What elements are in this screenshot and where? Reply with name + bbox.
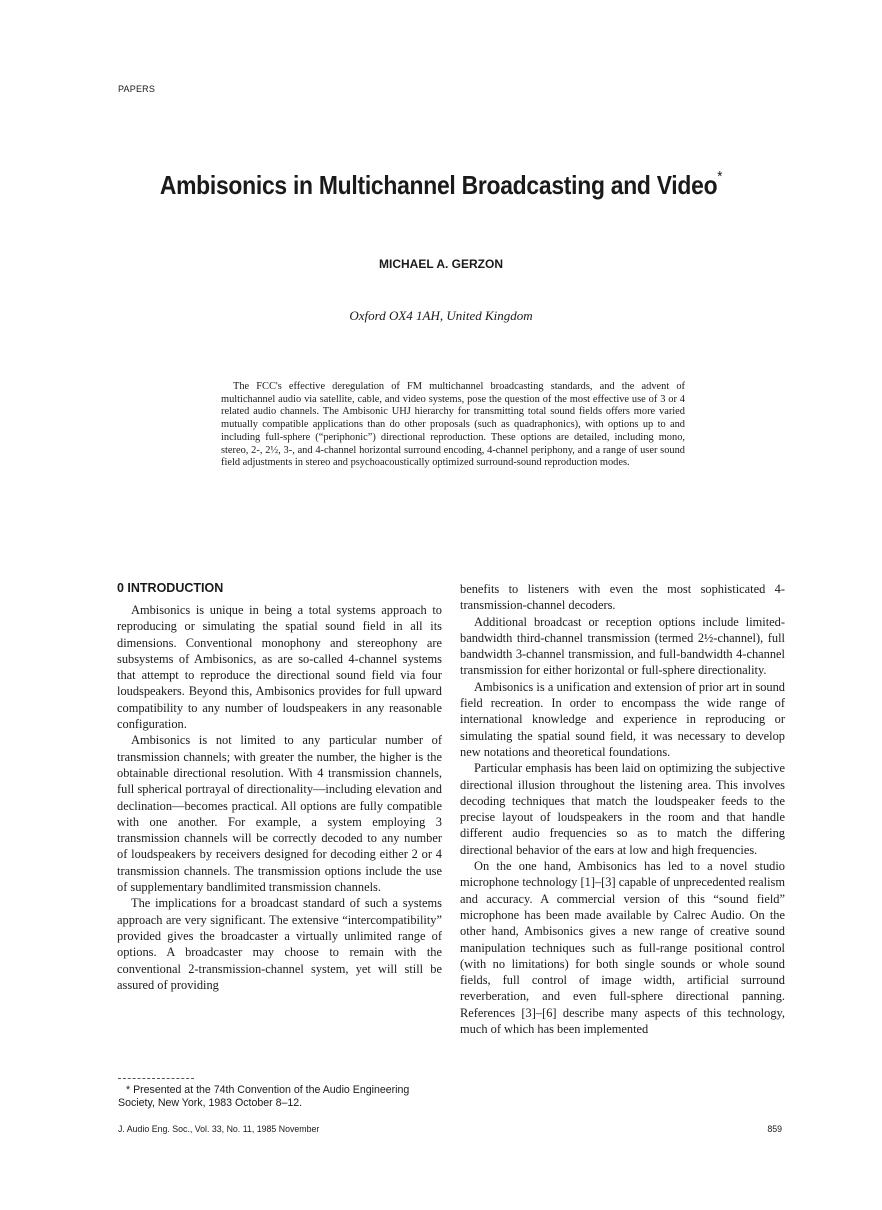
body-paragraph: Ambisonics is not limited to any particular number of transmission channels; with greater the number, the higher is the obtainable directional resolution. With 4 transmission channels, full spherical portrayal of directionality—including elevation and declination—becomes practical. All options are fully compatible with one another. For example, a system employing 3 transmission channels will be correctly decoded to any number of loudspeakers by receivers designed for decoding either 2 or 4 transmission channels. The transmission options include the use of supplementary bandlimited transmission channels. — [117, 733, 442, 895]
section-heading: 0 INTRODUCTION — [117, 581, 224, 595]
paper-title — [53, 170, 829, 201]
body-paragraph: Additional broadcast or reception options include limited-bandwidth third-channel transmission (termed 2½-channel), full bandwidth 3-channel transmission, and full-bandwidth 4-channel transmission for either horizontal or full-sphere directionality. — [460, 614, 785, 678]
left-column — [117, 580, 442, 993]
body-paragraph: Ambisonics is unique in being a total systems approach to reproducing or simulating the spatial sound field in all its dimensions. Conventional monophony and stereophony are subsystems of Ambisonics, as are so-called 4-channel systems that attempt to reproduce the directional sound field via four loudspeakers. Beyond this, Ambisonics provides for full upward compatibility to any number of loudspeakers in any reasonable configuration. — [117, 603, 442, 732]
footnote: * Presented at the 74th Convention of the Audio Engineering Society, New York, 1983 October 8–12. — [118, 1084, 410, 1109]
body-paragraph: On the one hand, Ambisonics has led to a novel studio microphone technology [1]–[3] capable of unprecedented realism and accuracy. A commercial version of this “sound field” microphone has been made available by Calrec Audio. On the other hand, Ambisonics gives a new range of creative sound manipulation techniques such as full-range positional control (with no limitations) for both single sounds or whole sound fields, full control of image width, artificial surround reverberation, and even full-sphere directional panning. References [3]–[6] describe many aspects of this technology, much of which has been implemented — [460, 859, 785, 1037]
right-column — [460, 581, 785, 1037]
section-label: PAPERS — [118, 84, 156, 94]
title-footnote-mark: * — [717, 168, 723, 185]
abstract: The FCC's effective deregulation of FM multichannel broadcasting standards, and the advent of multichannel audio via satellite, cable, and video systems, pose the question of the most effective use of 3 or 4 related audio channels. The Ambisonic UHJ hierarchy for transmitting total sound fields offers more varied mutually compatible applications than do other proposals (such as quadraphonics), with options up to and including full-sphere (“periphonic”) directional reproduction. These options are detailed, including mono, stereo, 2-, 2½, 3-, and 4-channel horizontal surround encoding, 4-channel periphony, and a range of user sound field adjustments in stereo and psychoacoustically optimized surround-sound reproduction modes. — [221, 381, 685, 469]
title-text: Ambisonics in Multichannel Broadcasting and Video — [159, 170, 718, 200]
author-name: MICHAEL A. GERZON — [378, 257, 503, 271]
page-number: 859 — [767, 1124, 782, 1134]
body-paragraph-continued: benefits to listeners with even the most sophisticated 4-transmission-channel decoders. — [460, 582, 785, 613]
author-affiliation: Oxford OX4 1AH, United Kingdom — [349, 308, 533, 323]
body-paragraph: Particular emphasis has been laid on optimizing the subjective directional illusion throughout the listening area. This involves decoding techniques that match the loudspeaker feeds to the precise layout of loudspeakers in the room and that handle different audio frequencies so as to match the differing directional behavior of the ears at low and high frequencies. — [460, 761, 785, 857]
body-paragraph: Ambisonics is a unification and extension of prior art in sound field recreation. In order to encompass the wide range of international knowledge and experience in reproducing or simulating the spatial sound field, it was necessary to develop new notations and theoretical foundations. — [460, 679, 785, 759]
footnote-rule — [118, 1078, 194, 1079]
body-paragraph: The implications for a broadcast standard of such a systems approach are very significant. The extensive “intercompatibility” provided gives the broadcaster a virtually unlimited range of options. A broadcaster may choose to remain with the conventional 2-transmission-channel system, yet will still be assured of providing — [117, 896, 442, 992]
journal-citation: J. Audio Eng. Soc., Vol. 33, No. 11, 1985 November — [118, 1124, 320, 1134]
